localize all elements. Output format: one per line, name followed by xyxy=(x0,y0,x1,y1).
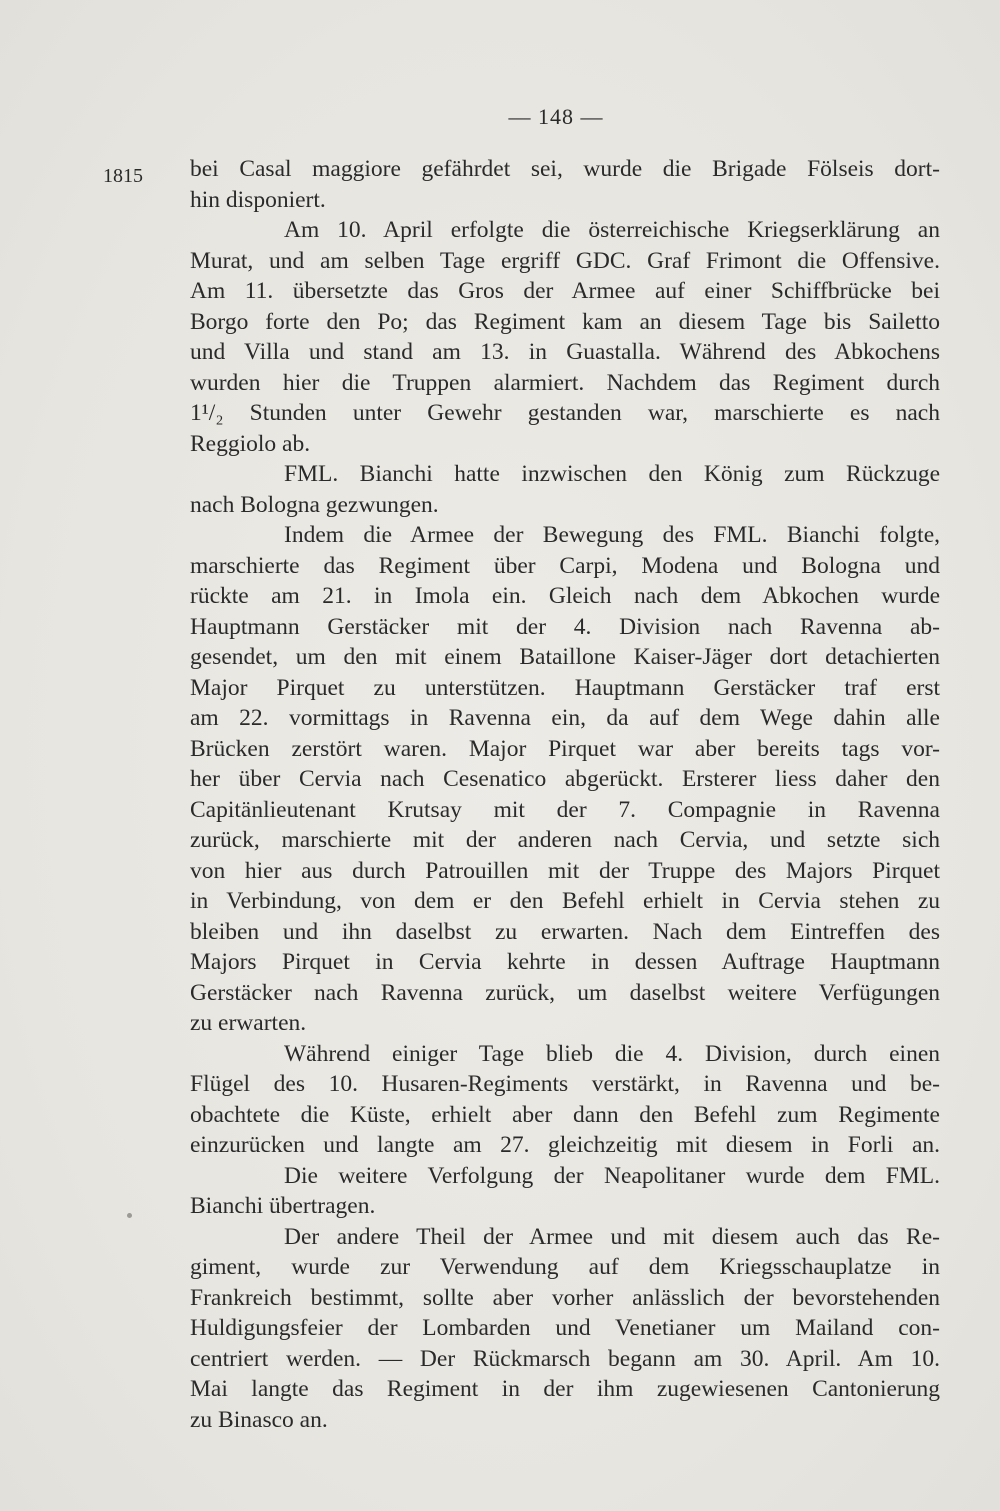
text-line: giment, wurde zur Verwendung auf dem Kriegsschauplatze in xyxy=(190,1254,940,1280)
margin-year: 1815 xyxy=(103,165,143,187)
text-line: hin disponiert. xyxy=(190,186,326,213)
text-line: FML. Bianchi hatte inzwischen den König zum Rückzuge xyxy=(284,461,940,487)
page-header xyxy=(0,104,1000,130)
text-line: wurden hier die Truppen alarmiert. Nachdem das Regiment durch xyxy=(190,369,940,396)
text-line: Die weitere Verfolgung der Neapolitaner wurde dem FML. xyxy=(284,1162,940,1189)
text-line: Huldigungsfeier der Lombarden und Venetianer um Mailand con- xyxy=(190,1315,940,1341)
text-line: in Verbindung, von dem er den Befehl erhielt in Cervia stehen zu xyxy=(190,888,940,914)
text-line: Flügel des 10. Husaren-Regiments verstärkt, in Ravenna und be- xyxy=(190,1071,940,1097)
text-line: rückte am 21. in Imola ein. Gleich nach dem Abkochen wurde xyxy=(190,583,940,609)
text-line: Gerstäcker nach Ravenna zurück, um daselbst weitere Verfügungen xyxy=(190,979,940,1006)
text-line: zu Binasco an. xyxy=(190,1406,328,1433)
text-line: am 22. vormittags in Ravenna ein, da auf dem Wege dahin alle xyxy=(190,705,940,731)
text-line: Bianchi übertragen. xyxy=(190,1193,376,1219)
text-line: nach Bologna gezwungen. xyxy=(190,491,439,518)
text-line: Reggiolo ab. xyxy=(190,430,311,457)
text-line: bleiben und ihn daselbst zu erwarten. Nach dem Eintreffen des xyxy=(190,918,940,945)
text-line: Indem die Armee der Bewegung des FML. Bianchi folgte, xyxy=(284,522,940,548)
text-line: und Villa und stand am 13. in Guastalla. Während des Abkochens xyxy=(190,339,940,365)
text-line: centriert werden. — Der Rückmarsch begann am 30. April. Am 10. xyxy=(190,1345,940,1372)
text-line: Mai langte das Regiment in der ihm zugewiesenen Cantonierung xyxy=(190,1376,940,1402)
text-line: Hauptmann Gerstäcker mit der 4. Division nach Ravenna ab- xyxy=(190,613,940,640)
text-line: Während einiger Tage blieb die 4. Division, durch einen xyxy=(284,1040,940,1067)
text-line: Brücken zerstört waren. Major Pirquet war aber bereits tags vor- xyxy=(190,735,940,762)
text-line: zurück, marschierte mit der anderen nach Cervia, und setzte sich xyxy=(190,827,940,853)
text-line: Am 11. übersetzte das Gros der Armee auf einer Schiffbrücke bei xyxy=(190,278,940,304)
text-line: Frankreich bestimmt, sollte aber vorher anlässlich der bevorstehenden xyxy=(190,1284,940,1311)
body-text xyxy=(190,154,940,1435)
text-line: Am 10. April erfolgte die österreichische Kriegserklärung an xyxy=(284,217,940,243)
page-number: — 148 — xyxy=(508,104,604,129)
text-line: gesendet, um den mit einem Bataillone Kaiser-Jäger dort detachierten xyxy=(190,644,940,670)
text-line: Capitänlieutenant Krutsay mit der 7. Compagnie in Ravenna xyxy=(190,796,940,823)
text-line: Murat, und am selben Tage ergriff GDC. Graf Frimont die Offensive. xyxy=(190,247,940,274)
text-line: zu erwarten. xyxy=(190,1010,307,1036)
text-line: einzurücken und langte am 27. gleichzeitig mit diesem in Forli an. xyxy=(190,1132,940,1158)
margin-dot xyxy=(127,1213,132,1218)
text-line: Major Pirquet zu unterstützen. Hauptmann Gerstäcker traf erst xyxy=(190,674,940,701)
text-line: marschierte das Regiment über Carpi, Modena und Bologna und xyxy=(190,552,940,579)
text-line: her über Cervia nach Cesenatico abgerückt. Ersterer liess daher den xyxy=(190,766,940,792)
text-line: Der andere Theil der Armee und mit diesem auch das Re- xyxy=(284,1223,940,1250)
text-line: obachtete die Küste, erhielt aber dann den Befehl zum Regimente xyxy=(190,1101,940,1128)
text-line: bei Casal maggiore gefährdet sei, wurde die Brigade Fölseis dort- xyxy=(190,156,940,182)
text-line: von hier aus durch Patrouillen mit der Truppe des Majors Pirquet xyxy=(190,857,940,884)
text-line: 1¹/₂ Stunden unter Gewehr gestanden war, marschierte es nach xyxy=(190,400,940,426)
text-line: Majors Pirquet in Cervia kehrte in dessen Auftrage Hauptmann xyxy=(190,949,940,975)
text-line: Borgo forte den Po; das Regiment kam an diesem Tage bis Sailetto xyxy=(190,308,940,335)
